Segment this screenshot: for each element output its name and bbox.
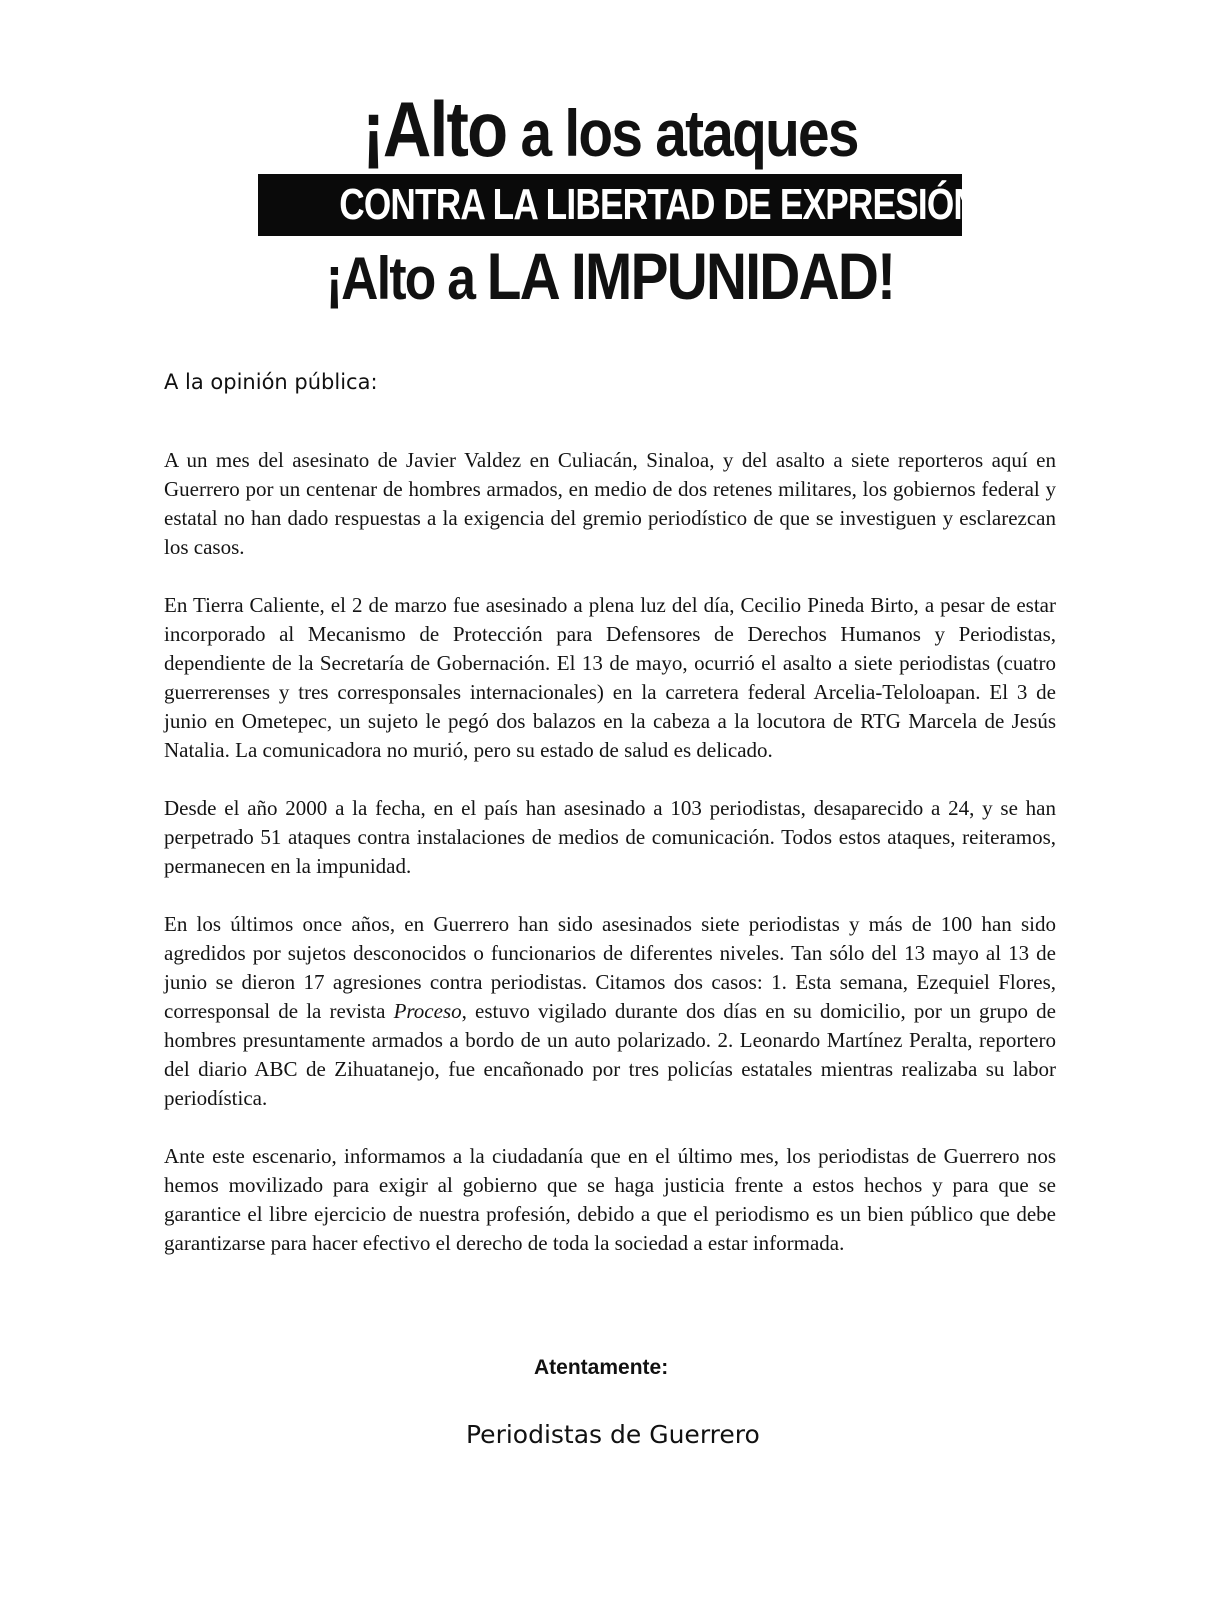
paragraph-4-end: , estuvo vigilado durante dos días en su domicilio, por un grupo de hombres presuntamente armados a bordo de un auto polarizado. 2. Leonardo Martínez Peralta, reportero del diario ABC de Zihuatanejo, fue encañonado por tres policías estatales mientras realizaba su labor periodística.: [164, 999, 1056, 1110]
closing: Atentamente:: [534, 1356, 669, 1379]
headline-impunidad: LA IMPUNIDAD!: [486, 239, 895, 313]
signature: Periodistas de Guerrero: [466, 1420, 760, 1449]
headline-alto-a: ¡Alto a: [325, 245, 487, 312]
paragraph-4-start: En los últimos once años, en Guerrero han sido asesinados siete periodistas y más de 100 han sido agredidos por sujetos desconocidos o funcionarios de diferentes niveles. Tan sólo del 13 mayo al 13 de junio se dieron 17 agresiones contra periodistas. Citamos dos casos: 1. Esta semana, Ezequiel Flores, corresponsal de la revista: [164, 912, 1056, 1023]
paragraph-4: [164, 910, 1056, 1113]
headline-line-3: [85, 240, 1134, 315]
headline-band-wrap: [0, 174, 1220, 236]
headline: [0, 85, 1220, 315]
paragraph-2: En Tierra Caliente, el 2 de marzo fue asesinado a plena luz del día, Cecilio Pineda Birto, a pesar de estar incorporado al Mecanismo de Protección para Defensores de Derechos Humanos y Periodistas, dependiente de la Secretaría de Gobernación. El 13 de mayo, ocurrió el asalto a siete periodistas (cuatro guerrerenses y tres corresponsales internacionales) en la carretera federal Arcelia-Teloloapan. El 3 de junio en Ometepec, un sujeto le pegó dos balazos en la cabeza a la locutora de RTG Marcela de Jesús Natalia. La comunicadora no murió, pero su estado de salud es delicado.: [164, 593, 1056, 762]
headline-alto: ¡Alto: [362, 85, 507, 173]
headline-band: [258, 174, 989, 236]
headline-band-text: CONTRA LA LIBERTAD DE EXPRESIÓN!: [339, 180, 989, 229]
letter-body: [164, 446, 1056, 1287]
salutation: A la opinión pública:: [164, 370, 378, 394]
paragraph-1: A un mes del asesinato de Javier Valdez en Culiacán, Sinaloa, y del asalto a siete reporteros aquí en Guerrero por un centenar de hombres armados, en medio de dos retenes militares, los gobiernos federal y estatal no han dado respuestas a la exigencia del gremio periodístico de que se investiguen y esclarezcan los casos.: [164, 448, 1056, 559]
paragraph-3: Desde el año 2000 a la fecha, en el país han asesinado a 103 periodistas, desaparecido a 24, y se han perpetrado 51 ataques contra instalaciones de medios de comunicación. Todos estos ataques, reiteramos, permanecen en la impunidad.: [164, 796, 1056, 878]
headline-ataques: a los ataques: [506, 96, 858, 170]
paragraph-5: Ante este escenario, informamos a la ciudadanía que en el último mes, los periodistas de Guerrero nos hemos movilizado para exigir al gobierno que se haga justicia frente a estos hechos y para que se garantice el libre ejercicio de nuestra profesión, debido a que el periodismo es un bien público que debe garantizarse para hacer efectivo el derecho de toda la sociedad a estar informada.: [164, 1144, 1056, 1255]
headline-line-1: [85, 85, 1134, 173]
magazine-name: Proceso: [393, 999, 462, 1023]
